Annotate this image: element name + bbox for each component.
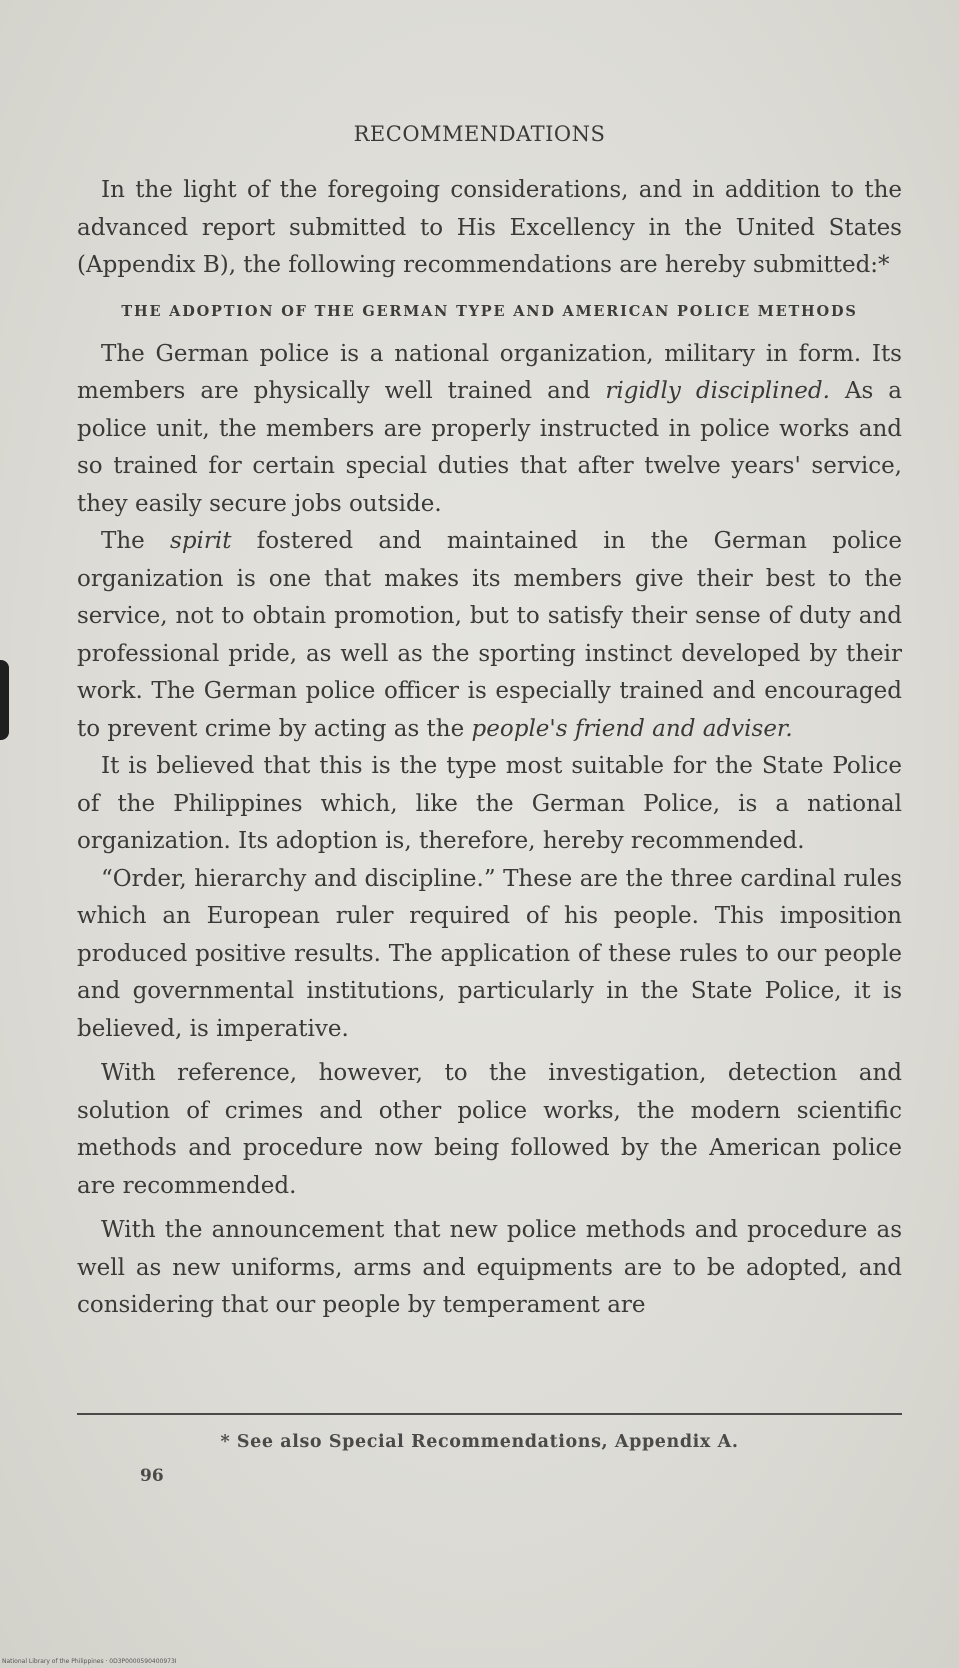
paragraph-announcement: With the announcement that new police methods and procedure as well as new uniforms, arms and equipments are to be adopted, and considering that our people by temperament are xyxy=(77,1217,902,1318)
paragraph-spirit: The spirit fostered and maintained in the German police organization is one that makes its members give their best to the service, not to obtain promotion, but to satisfy their sense of duty and professional pride, as well as the sporting instinct developed by their work. The German police officer is especially trained and encouraged to prevent crime by acting as the people's friend and adviser. xyxy=(77,528,902,742)
paragraph-german-police: The German police is a national organization, military in form. Its members are physically well trained and rigidly disciplined. As a police unit, the members are properly instructed in police works and so trained for certain special duties that after twelve years' service, they easily secure jobs outside. xyxy=(77,340,903,517)
paragraph-order-hierarchy: “Order, hierarchy and discipline.” These are the three cardinal rules which an European ruler required of his people. This imposition produced positive results. The application of these rules to our people and governmental institutions, particularly in the State Police, it is believed, is imperative. xyxy=(77,865,902,1042)
binding-shadow xyxy=(0,660,9,740)
footnote: * See also Special Recommendations, Appendix A. xyxy=(220,1432,739,1452)
paragraph-state-police: It is believed that this is the type most suitable for the State Police of the Philippines which, like the German Police, is a national organization. Its adoption is, therefore, hereby recommended. xyxy=(77,753,902,854)
intro-paragraph: In the light of the foregoing considerations, and in addition to the advanced report submitted to His Excellency in the United States (Appendix B), the following recommendations are hereby submitted:* xyxy=(77,177,902,278)
source-attribution: National Library of the Philippines · 0D3P0000590400973I xyxy=(2,1658,177,1665)
body-text xyxy=(77,172,902,1325)
section-subheading: THE ADOPTION OF THE GERMAN TYPE AND AMERICAN POLICE METHODS xyxy=(121,302,858,320)
page-number: 96 xyxy=(140,1466,164,1486)
page-heading: RECOMMENDATIONS xyxy=(353,122,606,146)
footnote-divider xyxy=(77,1413,902,1415)
paragraph-american-methods: With reference, however, to the investigation, detection and solution of crimes and other police works, the modern scientific methods and procedure now being followed by the American police are recommended. xyxy=(77,1060,902,1199)
